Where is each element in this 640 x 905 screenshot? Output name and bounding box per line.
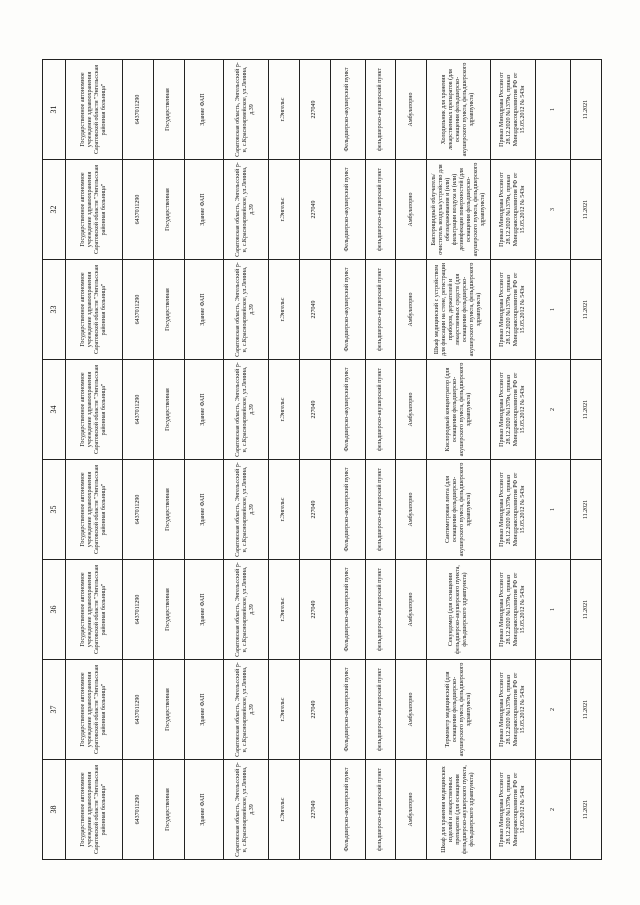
table-cell: 1 — [536, 60, 571, 160]
table-cell: 6437011290 — [123, 160, 154, 260]
table-cell: Приказ Минздрава России от 28.12.2020 №1379н, приказ Минздравсоцразвития РФ от 15.05.2012 № 543н — [490, 160, 535, 260]
table-cell: фельдшерско-акушерский пункт — [365, 60, 396, 160]
column-number-cell: 36 — [43, 560, 66, 660]
table-cell: 227049 — [299, 60, 330, 160]
table-cell: Амбулаторно — [396, 360, 427, 460]
column-number-cell: 38 — [43, 760, 66, 860]
table-cell: Государственная — [153, 660, 184, 760]
table-cell: Государственное автономное учреждение здравоохранения Саратовской области "Энгельсская районная больница" — [65, 460, 123, 560]
table-cell: Здание ФАП — [184, 160, 223, 260]
table-cell: 11.2021 — [571, 660, 602, 760]
table-row — [571, 60, 602, 860]
table-row — [299, 60, 330, 860]
equipment-register-table — [42, 59, 602, 860]
table-cell: Саратовская область, Энгельсский р-н, с.Красноармейское, ул.Ленина, д.39 — [223, 360, 268, 460]
table-cell: Секундомер (для оснащения фельдшерско-акушерского пункта, фельдшерского здравпункта) — [427, 560, 491, 660]
table-row — [123, 60, 154, 860]
column-number-cell: 31 — [43, 60, 66, 160]
table-row — [427, 60, 491, 860]
table-cell: Кислородный концентратор (для оснащения фельдшерско-акушерского пункта, фельдшерского здравпункта) — [427, 360, 491, 460]
table-cell: Приказ Минздрава России от 28.12.2020 №1379н, приказ Минздравсоцразвития РФ от 15.05.2012 № 543н — [490, 760, 535, 860]
table-cell: 2 — [536, 660, 571, 760]
table-cell: 2 — [536, 360, 571, 460]
table-row — [184, 60, 223, 860]
table-cell: Приказ Минздрава России от 28.12.2020 №1379н, приказ Минздравсоцразвития РФ от 15.05.2012 № 543н — [490, 60, 535, 160]
table-cell: Амбулаторно — [396, 760, 427, 860]
table-cell: г.Энгельс — [269, 260, 300, 360]
table-cell: 3 — [536, 160, 571, 260]
table-cell: 6437011290 — [123, 60, 154, 160]
table-cell: Государственная — [153, 160, 184, 260]
table-cell: фельдшерско-акушерский пункт — [365, 760, 396, 860]
table-cell: Амбулаторно — [396, 660, 427, 760]
table-cell: 6437011290 — [123, 760, 154, 860]
table-cell: Фельдшерско-акушерский пункт — [330, 560, 365, 660]
table-cell: Приказ Минздрава России от 28.12.2020 №1379н, приказ Минздравсоцразвития РФ от 15.05.2012 № 543н — [490, 560, 535, 660]
column-number-cell: 35 — [43, 460, 66, 560]
column-number-cell: 33 — [43, 260, 66, 360]
table-cell: Фельдшерско-акушерский пункт — [330, 360, 365, 460]
table-cell: Шкаф для хранения медицинских изделий и лекарственных препаратов (для оснащения фельдшерско-акушерского пункта, фельдшерского здравпункта) — [427, 760, 491, 860]
table-cell: 11.2021 — [571, 460, 602, 560]
table-row — [330, 60, 365, 860]
table-cell: Амбулаторно — [396, 260, 427, 360]
table-cell: Саратовская область, Энгельсский р-н, с.Красноармейское, ул.Ленина, д.39 — [223, 460, 268, 560]
table-cell: 227049 — [299, 660, 330, 760]
column-number-cell: 37 — [43, 660, 66, 760]
table-cell: фельдшерско-акушерский пункт — [365, 560, 396, 660]
table-cell: Здание ФАП — [184, 560, 223, 660]
table-row — [65, 60, 123, 860]
table-cell: Саратовская область, Энгельсский р-н, с.Красноармейское, ул.Ленина, д.39 — [223, 160, 268, 260]
table-cell: Государственная — [153, 260, 184, 360]
table-cell: Амбулаторно — [396, 560, 427, 660]
table-cell: фельдшерско-акушерский пункт — [365, 660, 396, 760]
table-cell: 11.2021 — [571, 160, 602, 260]
table-row — [269, 60, 300, 860]
table-cell: Здание ФАП — [184, 60, 223, 160]
table-cell: Здание ФАП — [184, 260, 223, 360]
table-cell: Приказ Минздрава России от 28.12.2020 №1379н, приказ Минздравсоцразвития РФ от 15.05.2012 № 543н — [490, 260, 535, 360]
table-cell: Холодильник для хранения лекарственных препаратов (для оснащения фельдшерско-акушерского пункта, фельдшерского здравпункта) — [427, 60, 491, 160]
table-row — [223, 60, 268, 860]
table-cell: г.Энгельс — [269, 360, 300, 460]
table-cell: 6437011290 — [123, 560, 154, 660]
table-cell: Приказ Минздрава России от 28.12.2020 №1379н, приказ Минздравсоцразвития РФ от 15.05.2012 № 543н — [490, 360, 535, 460]
table-row — [396, 60, 427, 860]
table-cell: г.Энгельс — [269, 660, 300, 760]
table-row — [536, 60, 571, 860]
table-cell: Здание ФАП — [184, 660, 223, 760]
table-cell: Саратовская область, Энгельсский р-н, с.Красноармейское, ул.Ленина, д.39 — [223, 60, 268, 160]
table-cell: г.Энгельс — [269, 60, 300, 160]
column-number-cell: 32 — [43, 160, 66, 260]
table-cell: Термометр медицинский (для оснащения фельдшерско-акушерского пункта, фельдшерского здравпункта) — [427, 660, 491, 760]
table-cell: Саратовская область, Энгельсский р-н, с.Красноармейское, ул.Ленина, д.39 — [223, 760, 268, 860]
table-cell: Фельдшерско-акушерский пункт — [330, 460, 365, 560]
table-cell: 227049 — [299, 260, 330, 360]
table-cell: Государственное автономное учреждение здравоохранения Саратовской области "Энгельсская районная больница" — [65, 60, 123, 160]
table-row — [153, 60, 184, 860]
table-cell: Государственная — [153, 460, 184, 560]
table-cell: 11.2021 — [571, 260, 602, 360]
table-cell: 227049 — [299, 760, 330, 860]
table-cell: 1 — [536, 260, 571, 360]
table-cell: Фельдшерско-акушерский пункт — [330, 760, 365, 860]
column-number-cell: 34 — [43, 360, 66, 460]
table-cell: 227049 — [299, 560, 330, 660]
table-cell: Государственное автономное учреждение здравоохранения Саратовской области "Энгельсская районная больница" — [65, 260, 123, 360]
table-cell: Амбулаторно — [396, 160, 427, 260]
table-cell: 6437011290 — [123, 460, 154, 560]
table-cell: фельдшерско-акушерский пункт — [365, 260, 396, 360]
table-cell: Бактерицидный облучатель/очиститель воздуха/устройство для обеззараживания и (или) фильтрации воздуха и (или) дезинфекции поверхностей (для оснащения фельдшерско-акушерского пункта, фельдшерского здравпункта) — [427, 160, 491, 260]
table-cell: Государственное автономное учреждение здравоохранения Саратовской области "Энгельсская районная больница" — [65, 560, 123, 660]
table-cell: Государственное автономное учреждение здравоохранения Саратовской области "Энгельсская районная больница" — [65, 760, 123, 860]
table-cell: 6437011290 — [123, 260, 154, 360]
table-cell: 11.2021 — [571, 60, 602, 160]
table-cell: Государственное автономное учреждение здравоохранения Саратовской области "Энгельсская районная больница" — [65, 660, 123, 760]
table-cell: 6437011290 — [123, 660, 154, 760]
table-cell: Приказ Минздрава России от 28.12.2020 №1379н, приказ Минздравсоцразвития РФ от 15.05.2012 № 543н — [490, 660, 535, 760]
table-cell: 227049 — [299, 460, 330, 560]
table-cell: Шкаф медицинский с устройством для фиксации на стене, регистрации приборов, держателей и лекарственных средств (для оснащения фельдшерско-акушерского пункта, фельдшерского здравпункта) — [427, 260, 491, 360]
table-row — [490, 60, 535, 860]
table-body — [43, 60, 602, 860]
table-cell: 1 — [536, 560, 571, 660]
table-cell: г.Энгельс — [269, 160, 300, 260]
table-cell: Фельдшерско-акушерский пункт — [330, 60, 365, 160]
table-cell: г.Энгельс — [269, 760, 300, 860]
table-cell: Амбулаторно — [396, 60, 427, 160]
table-cell: Фельдшерско-акушерский пункт — [330, 660, 365, 760]
table-cell: Государственная — [153, 360, 184, 460]
table-cell: 227049 — [299, 160, 330, 260]
table-cell: Здание ФАП — [184, 760, 223, 860]
table-cell: Амбулаторно — [396, 460, 427, 560]
table-cell: 2 — [536, 760, 571, 860]
table-cell: Здание ФАП — [184, 460, 223, 560]
table-row — [365, 60, 396, 860]
table-cell: Сантиметровая лента (для оснащения фельдшерско-акушерского пункта, фельдшерского здравпункта) — [427, 460, 491, 560]
table-cell: 6437011290 — [123, 360, 154, 460]
table-cell: 11.2021 — [571, 760, 602, 860]
table-cell: Фельдшерско-акушерский пункт — [330, 260, 365, 360]
table-cell: Саратовская область, Энгельсский р-н, с.Красноармейское, ул.Ленина, д.39 — [223, 660, 268, 760]
table-cell: 11.2021 — [571, 560, 602, 660]
table-cell: 11.2021 — [571, 360, 602, 460]
table-cell: Здание ФАП — [184, 360, 223, 460]
table-cell: Государственная — [153, 560, 184, 660]
table-cell: 227049 — [299, 360, 330, 460]
table-cell: фельдшерско-акушерский пункт — [365, 460, 396, 560]
table-cell: Государственное автономное учреждение здравоохранения Саратовской области "Энгельсская районная больница" — [65, 160, 123, 260]
table-cell: Государственное автономное учреждение здравоохранения Саратовской области "Энгельсская районная больница" — [65, 360, 123, 460]
table-cell: 1 — [536, 460, 571, 560]
table-cell: г.Энгельс — [269, 560, 300, 660]
header-row — [43, 60, 66, 860]
table-cell: Приказ Минздрава России от 28.12.2020 №1379н, приказ Минздравсоцразвития РФ от 15.05.2012 № 543н — [490, 460, 535, 560]
table-cell: фельдшерско-акушерский пункт — [365, 160, 396, 260]
table-cell: г.Энгельс — [269, 460, 300, 560]
table-cell: Государственная — [153, 60, 184, 160]
rotated-table-container — [42, 60, 602, 860]
table-cell: Саратовская область, Энгельсский р-н, с.Красноармейское, ул.Ленина, д.39 — [223, 260, 268, 360]
table-cell: Фельдшерско-акушерский пункт — [330, 160, 365, 260]
table-cell: Саратовская область, Энгельсский р-н, с.Красноармейское, ул.Ленина, д.39 — [223, 560, 268, 660]
table-cell: фельдшерско-акушерский пункт — [365, 360, 396, 460]
table-cell: Государственная — [153, 760, 184, 860]
